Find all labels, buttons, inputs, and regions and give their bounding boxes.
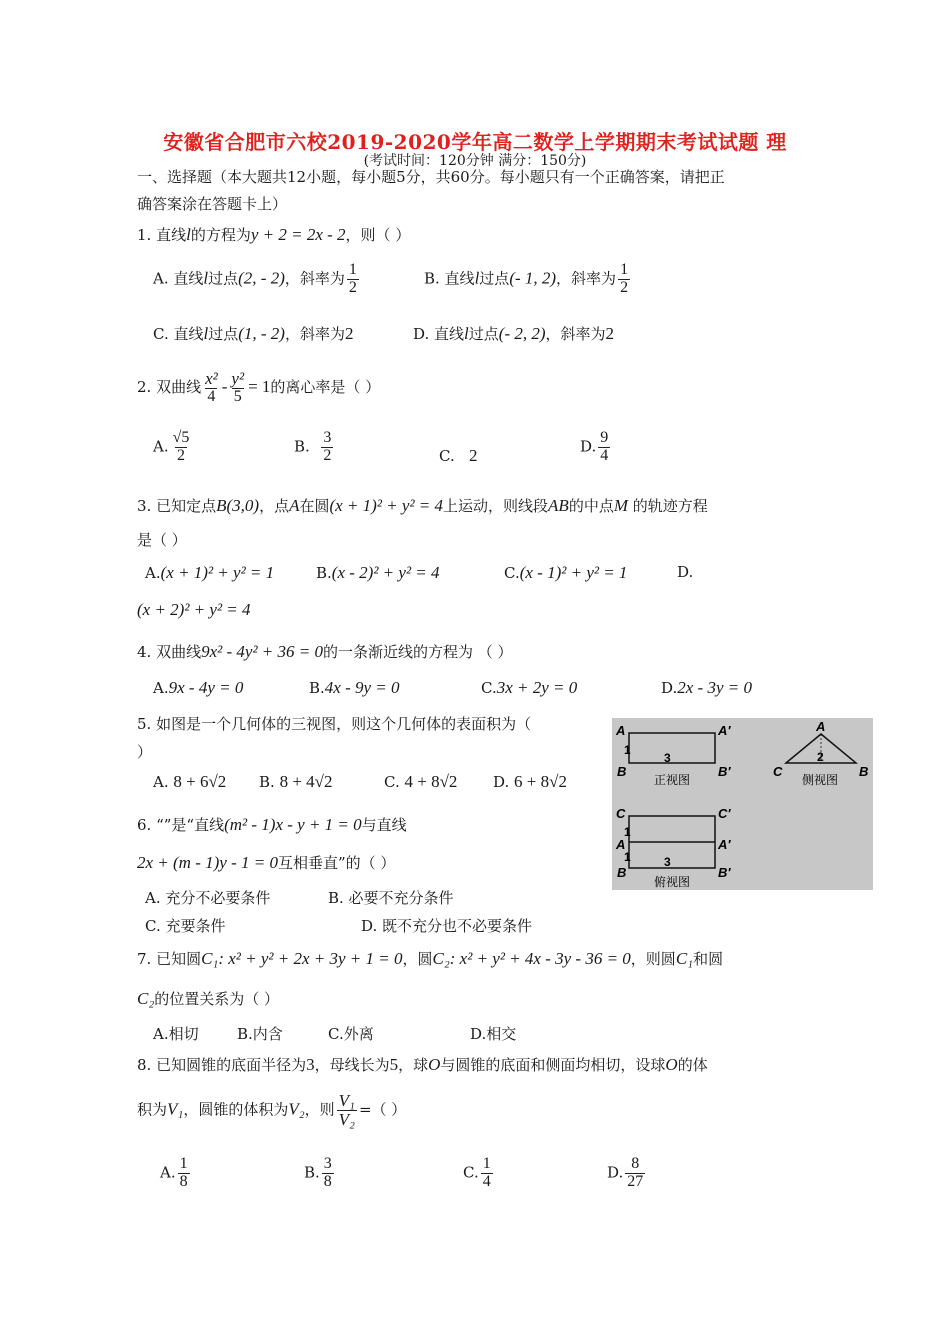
front-view-rect: [629, 733, 715, 763]
question-3-option-c[interactable]: C.(x - 1)² + y² = 1: [504, 563, 628, 582]
side-view: [773, 719, 868, 787]
question-7-option-c[interactable]: C.外离: [328, 1025, 374, 1043]
dim-1: 1: [624, 743, 631, 757]
exam-info: (考试时间：120分钟 满分：150分): [363, 153, 587, 169]
fraction: $\frac{1}{2}$: [348, 261, 357, 296]
top-view-label: 俯视图: [654, 875, 691, 889]
question-5-option-d[interactable]: D. 6 + 8√2: [493, 772, 567, 791]
dim-1-top-a: 1: [624, 825, 631, 839]
fraction: $\frac{1}{8}$: [179, 1155, 188, 1190]
question-6-stem-line2: 2x + (m - 1)y - 1 = 0互相垂直”的（ ）: [137, 853, 396, 872]
question-8-option-d[interactable]: D. $\frac{8}{27}$: [607, 1155, 644, 1190]
question-5-stem: 5. 如图是一个几何体的三视图，则这个几何体的表面积为（: [137, 715, 532, 733]
question-5-option-a[interactable]: A. 8 + 6√2: [153, 772, 227, 791]
fraction: $\frac{3}{2}$: [323, 429, 332, 464]
label-b-prime: B′: [718, 764, 731, 779]
fraction: $\frac{\text{V₁}}{\text{V₂}}$: [338, 1091, 355, 1129]
label-b: B: [617, 764, 627, 779]
fraction: $\frac{9}{4}$: [600, 429, 609, 464]
dim-3-top: 3: [664, 855, 671, 869]
three-view-diagram: [612, 718, 873, 890]
fraction: $\frac{3}{8}$: [323, 1155, 332, 1190]
fraction: $\frac{8}{27}$: [627, 1155, 644, 1190]
question-1-option-a[interactable]: A. 直线l过点(2, - 2)，斜率为 $\frac{1}{2}$: [153, 261, 357, 296]
question-4-option-c[interactable]: C.3x + 2y = 0: [481, 678, 578, 697]
question-2-stem: 2. 双曲线 $\frac{\text{x²}}{4}$ - $\frac{\text{y²}}{5}$ = 1的离心率是（ ）: [137, 369, 381, 405]
question-5-option-c[interactable]: C. 4 + 8√2: [384, 772, 458, 791]
question-1-option-d[interactable]: D. 直线l过点(- 2, 2)，斜率为2: [413, 324, 615, 343]
top-view: [615, 806, 731, 889]
question-8-option-a[interactable]: A. $\frac{1}{8}$: [160, 1155, 188, 1190]
question-6-option-d[interactable]: D. 既不充分也不必要条件: [361, 917, 533, 935]
question-2-option-d[interactable]: D. $\frac{9}{4}$: [580, 429, 609, 464]
question-7-option-a[interactable]: A.相切: [153, 1025, 199, 1043]
question-8-option-b[interactable]: B. $\frac{3}{8}$: [304, 1155, 332, 1190]
question-3-option-d-label[interactable]: D.: [677, 563, 694, 581]
fraction: $\frac{\text{x²}}{4}$: [205, 369, 218, 405]
dim-3: 3: [664, 751, 671, 765]
question-7-option-d[interactable]: D.相交: [470, 1025, 517, 1043]
question-6-option-b[interactable]: B. 必要不充分条件: [328, 889, 454, 907]
label-c-prime-top: C′: [718, 806, 731, 821]
question-4-option-b[interactable]: B.4x - 9y = 0: [309, 678, 400, 697]
three-view-figure: [612, 718, 873, 890]
label-b-side: B: [859, 764, 869, 779]
question-8-option-c[interactable]: C. $\frac{1}{4}$: [463, 1155, 491, 1190]
dim-1-top-b: 1: [624, 850, 631, 864]
question-1-option-c[interactable]: C. 直线l过点(1, - 2)，斜率为2: [153, 324, 354, 343]
label-a-top: A: [616, 837, 626, 852]
label-a-side: A: [816, 719, 826, 734]
question-2-option-a[interactable]: A. $\frac{√5}{2}$: [153, 429, 190, 464]
label-a: A: [616, 723, 626, 738]
label-b-prime-top: B′: [718, 865, 731, 880]
question-3-stem: 3. 已知定点B(3,0)，点A在圆(x + 1)² + y² = 4上运动，则线段AB的中点M 的轨迹方程: [137, 496, 708, 515]
dim-2: 2: [817, 750, 824, 764]
front-view-label: 正视图: [654, 773, 691, 787]
page-title: 安徽省合肥市六校2019-2020学年高二数学上学期期末考试试题 理: [163, 130, 787, 154]
fraction: $\frac{\text{y²}}{5}$: [231, 369, 245, 405]
side-view-label: 侧视图: [802, 773, 839, 787]
question-3-option-d[interactable]: (x + 2)² + y² = 4: [137, 600, 251, 619]
question-1-stem: 1. 直线l的方程为y + 2 = 2x - 2，则（ ）: [137, 225, 411, 244]
question-8-stem-line2: 积为V₁，圆锥的体积为V₂，则 $\frac{\text{V₁}}{\text{V₂}}$ =（ ）: [137, 1091, 407, 1129]
label-b-top: B: [617, 865, 627, 880]
question-7-option-b[interactable]: B.内含: [237, 1025, 283, 1043]
question-6-option-c[interactable]: C. 充要条件: [145, 917, 226, 935]
question-7-stem-line2: C₂的位置关系为（ ）: [137, 989, 280, 1008]
question-3-option-a[interactable]: A.(x + 1)² + y² = 1: [145, 563, 275, 582]
section-heading-line1: 一、选择题（本大题共12小题，每小题5分，共60分。每小题只有一个正确答案，请把正: [137, 168, 725, 186]
question-8-stem: 8. 已知圆锥的底面半径为3，母线长为5，球O与圆锥的底面和侧面均相切，设球O的体: [137, 1055, 708, 1074]
front-view: [615, 723, 731, 787]
question-2-option-c[interactable]: C. 2: [439, 446, 478, 465]
question-6-stem: 6. “”是“直线(m² - 1)x - y + 1 = 0与直线: [137, 815, 407, 834]
question-5-option-b[interactable]: B. 8 + 4√2: [259, 772, 333, 791]
question-4-option-a[interactable]: A.9x - 4y = 0: [153, 678, 244, 697]
question-4-stem: 4. 双曲线9x² - 4y² + 36 = 0的一条渐近线的方程为 （ ）: [137, 642, 513, 661]
question-6-option-a[interactable]: A. 充分不必要条件: [145, 889, 271, 907]
question-3-stem-line2: 是（ ）: [137, 531, 187, 549]
question-2-option-b[interactable]: B. $\frac{3}{2}$: [294, 429, 332, 464]
question-4-option-d[interactable]: D.2x - 3y = 0: [661, 678, 752, 697]
question-1-option-b[interactable]: B. 直线l过点(- 1, 2)，斜率为 $\frac{1}{2}$: [424, 261, 629, 296]
label-c-side: C: [773, 764, 783, 779]
label-a-prime: A′: [718, 723, 731, 738]
label-a-prime-top: A′: [718, 837, 731, 852]
fraction: $\frac{1}{4}$: [482, 1155, 491, 1190]
section-heading-line2: 确答案涂在答题卡上）: [137, 195, 288, 213]
question-3-option-b[interactable]: B.(x - 2)² + y² = 4: [316, 563, 440, 582]
label-c-top: C: [616, 806, 626, 821]
question-5-stem-line2: ）: [137, 743, 153, 761]
fraction: $\frac{1}{2}$: [620, 261, 629, 296]
question-7-stem: 7. 已知圆C₁: x² + y² + 2x + 3y + 1 = 0，圆C₂: x² + y² + 4x - 3y - 36 = 0，则圆C₁和圆: [137, 949, 724, 968]
fraction: $\frac{√5}{2}$: [172, 429, 190, 464]
